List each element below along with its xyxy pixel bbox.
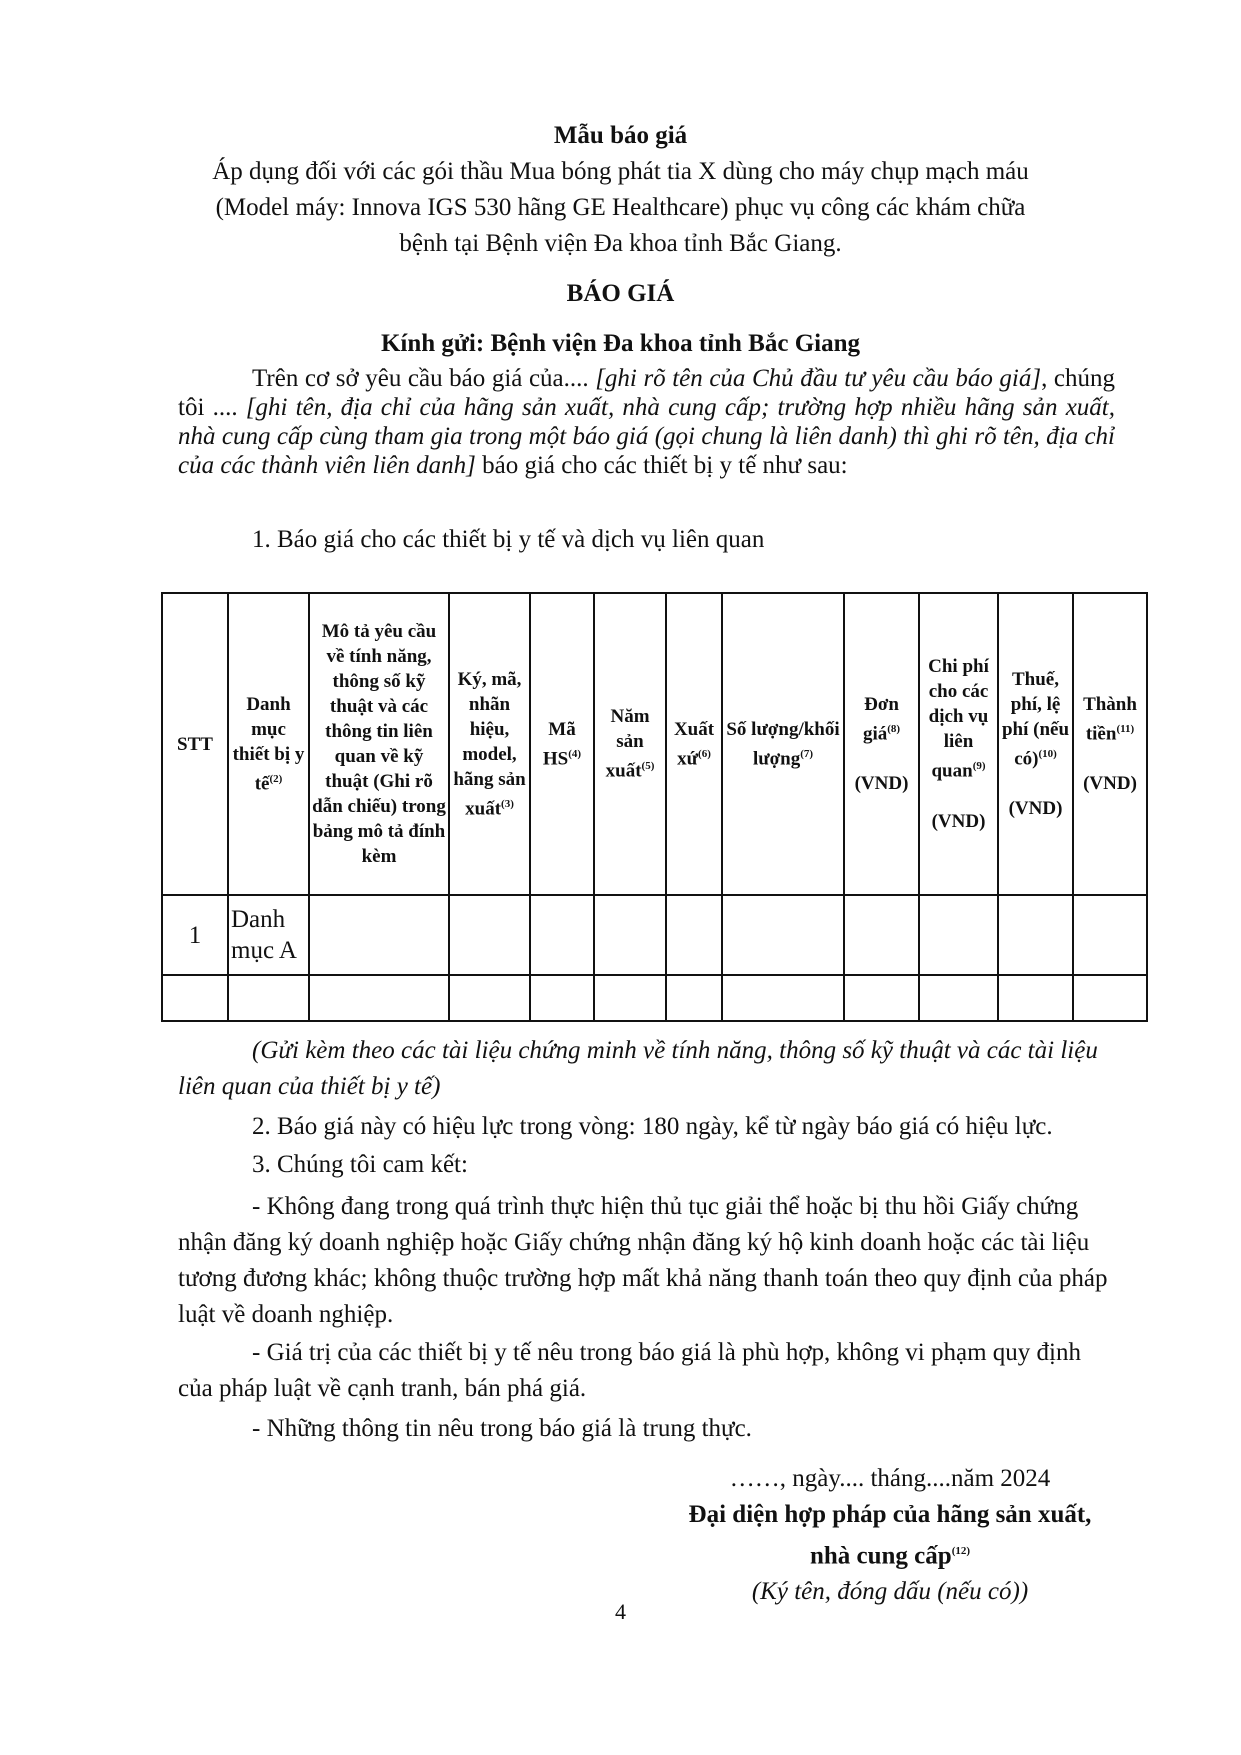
commitment-heading: 3. Chúng tôi cam kết:	[252, 1151, 468, 1178]
quote-table	[161, 592, 1148, 1022]
commitment-2: - Giá trị của các thiết bị y tế nêu trong báo giá là phù hợp, không vi phạm quy định của pháp luật về cạnh tranh, bán phá giá.	[178, 1339, 1081, 1402]
table-row	[162, 975, 1147, 1021]
subtitle-line-2: (Model máy: Innova IGS 530 hãng GE Healthcare) phục vụ công các khám chữa	[215, 194, 1026, 221]
table-header-row	[162, 593, 1147, 895]
row-2-cell	[666, 975, 722, 1021]
row-2-cell	[449, 975, 530, 1021]
commitment-1: - Không đang trong quá trình thực hiện thủ tục giải thể hoặc bị thu hồi Giấy chứng nhận đăng ký doanh nghiệp hoặc Giấy chứng nhận đăng ký hộ kinh doanh hoặc các tài liệu tương đương khác; không thuộc trường hợp mất khả năng thanh toán theo quy định của pháp luật về doanh nghiệp.	[178, 1193, 1108, 1328]
row-1-cell	[919, 895, 998, 975]
validity-clause: 2. Báo giá này có hiệu lực trong vòng: 180 ngày, kể từ ngày báo giá có hiệu lực.	[252, 1113, 1053, 1140]
intro-text-1: Trên cơ sở yêu cầu báo giá của....	[252, 365, 596, 392]
col-header-quantity: Số lượng/khối lượng$^{(7)}$	[722, 593, 844, 895]
col-header-year: Năm sản xuất$^{(5)}$	[594, 593, 666, 895]
row-2-cell	[228, 975, 309, 1021]
row-1-cell	[722, 895, 844, 975]
col-header-tax: Thuế, phí, lệ phí (nếu có)$^{(10)}$ (VND)	[998, 593, 1073, 895]
row-2-cell	[844, 975, 919, 1021]
row-2-cell	[530, 975, 594, 1021]
section-1-heading: 1. Báo giá cho các thiết bị y tế và dịch vụ liên quan	[252, 526, 765, 553]
title-block	[150, 118, 1091, 362]
col-header-brand: Ký, mã, nhãn hiệu, model, hãng sản xuất$^{(3)}$	[449, 593, 530, 895]
attachment-note: (Gửi kèm theo các tài liệu chứng minh về tính năng, thông số kỹ thuật và các tài liệu liên quan của thiết bị y tế)	[178, 1037, 1098, 1100]
signature-note: (Ký tên, đóng dấu (nếu có))	[751, 1578, 1029, 1606]
col-header-total: Thành tiền$^{(11)}$ (VND)	[1073, 593, 1147, 895]
intro-placeholder-1: [ghi rõ tên của Chủ đầu tư yêu cầu báo giá]	[595, 365, 1042, 392]
row-1-cell	[309, 895, 449, 975]
row-1-cell	[666, 895, 722, 975]
page-number: 4	[615, 1599, 626, 1624]
row-2-cell	[309, 975, 449, 1021]
row-2-cell	[919, 975, 998, 1021]
signature-date: ……, ngày.... tháng....năm 2024	[729, 1465, 1051, 1492]
row-2-cell	[1073, 975, 1147, 1021]
row-2-cell	[998, 975, 1073, 1021]
intro-text-2: , chúng tôi ....	[178, 365, 1116, 421]
row-1-cell	[1073, 895, 1147, 975]
quote-table-wrapper	[161, 592, 1146, 1022]
col-header-service-cost: Chi phí cho các dịch vụ liên quan$^{(9)}$ (VND)	[919, 593, 998, 895]
col-header-item: Danh mục thiết bị y tế$^{(2)}$	[228, 593, 309, 895]
row-1-cell	[449, 895, 530, 975]
subtitle-line-1: Áp dụng đối với các gói thầu Mua bóng phát tia X dùng cho máy chụp mạch máu	[212, 158, 1029, 185]
row-2-cell	[722, 975, 844, 1021]
commitment-3: - Những thông tin nêu trong báo giá là trung thực.	[252, 1415, 752, 1442]
intro-paragraph	[178, 364, 1115, 480]
col-header-origin: Xuất xứ$^{(6)}$	[666, 593, 722, 895]
recipient-line: Kính gửi: Bệnh viện Đa khoa tỉnh Bắc Giang	[380, 330, 860, 357]
signature-block	[640, 1461, 1140, 1610]
form-title: Mẫu báo giá	[553, 122, 688, 149]
row-2-cell	[594, 975, 666, 1021]
subtitle-line-3: bệnh tại Bệnh viện Đa khoa tỉnh Bắc Giang.	[399, 230, 842, 257]
quote-heading: BÁO GIÁ	[566, 280, 675, 307]
table-row	[162, 895, 1147, 975]
intro-placeholder-2: [ghi tên, địa chỉ của hãng sản xuất, nhà cung cấp; trường hợp nhiều hãng sản xuất, nhà cung cấp cùng tham gia trong một báo giá (gọi chung là liên danh) thì ghi rõ tên, địa chỉ của các thành viên liên danh]	[178, 394, 1115, 479]
signature-rep-line-2: nhà cung cấp$^{(12)}$	[809, 1542, 971, 1570]
row-1-cell	[530, 895, 594, 975]
col-header-description: Mô tả yêu cầu về tính năng, thông số kỹ thuật và các thông tin liên quan về kỹ thuật (Ghi rõ dẫn chiếu) trong bảng mô tả đính kèm	[309, 593, 449, 895]
row-1-cell	[844, 895, 919, 975]
row-2-cell	[162, 975, 228, 1021]
row-1-item: Danh mục A	[228, 895, 309, 975]
col-header-unit-price: Đơn giá$^{(8)}$ (VND)	[844, 593, 919, 895]
col-header-stt: STT	[162, 593, 228, 895]
intro-text-3: báo giá cho các thiết bị y tế như sau:	[475, 452, 848, 479]
row-1-cell	[998, 895, 1073, 975]
col-header-hs-code: Mã HS$^{(4)}$	[530, 593, 594, 895]
row-1-stt: 1	[162, 895, 228, 975]
row-1-cell	[594, 895, 666, 975]
signature-rep-line-1: Đại diện hợp pháp của hãng sản xuất,	[688, 1501, 1092, 1528]
